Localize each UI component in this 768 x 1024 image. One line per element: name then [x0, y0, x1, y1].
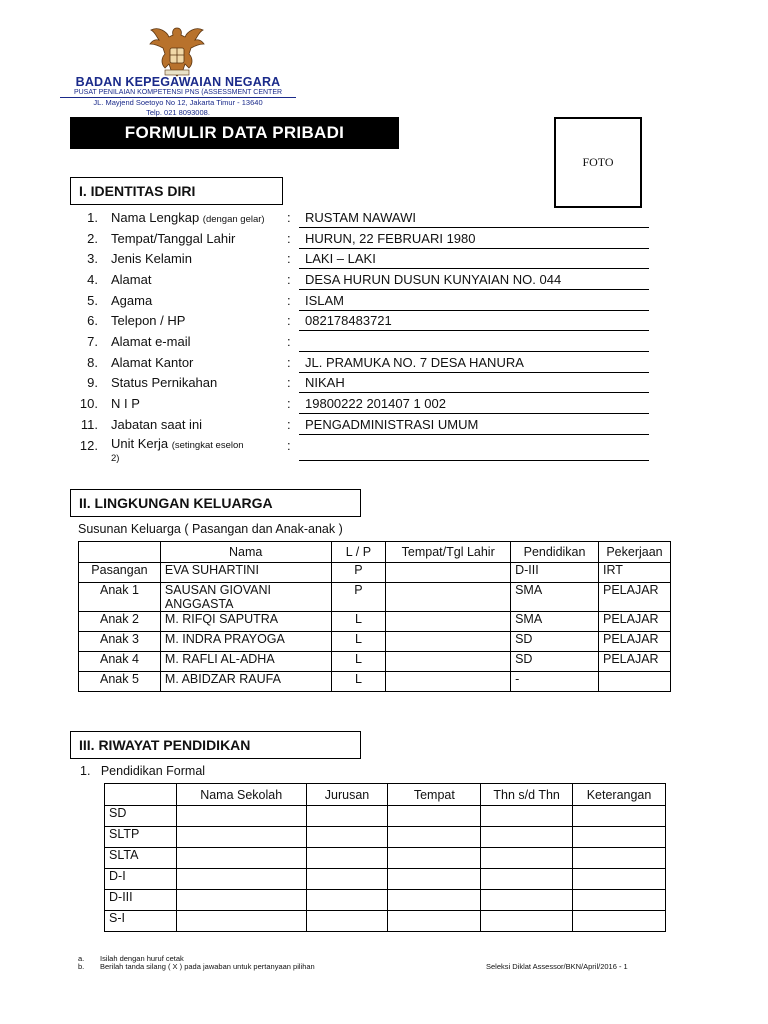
family-header-cell: Pendidikan	[511, 542, 599, 563]
family-row	[79, 583, 671, 612]
section-pendidikan-title: III. RIWAYAT PENDIDIKAN	[70, 731, 361, 759]
identity-row	[0, 231, 768, 251]
identity-colon: :	[287, 355, 291, 370]
education-cell[interactable]	[176, 848, 306, 869]
education-cell[interactable]	[481, 848, 573, 869]
identity-value-field[interactable]: 19800222 201407 1 002	[299, 396, 649, 414]
education-cell[interactable]	[388, 911, 481, 932]
education-cell[interactable]	[306, 848, 388, 869]
family-cell[interactable]: PELAJAR	[599, 583, 671, 612]
family-caption: Susunan Keluarga ( Pasangan dan Anak-anak )	[78, 522, 343, 536]
education-cell[interactable]	[388, 827, 481, 848]
identity-colon: :	[287, 272, 291, 287]
identity-row	[0, 293, 768, 313]
education-cell[interactable]	[388, 848, 481, 869]
identity-number: 1.	[87, 210, 98, 225]
identity-label: Unit Kerja	[111, 436, 169, 451]
org-subtitle: PUSAT PENILAIAN KOMPETENSI PNS (ASSESSMENT CENTER	[60, 89, 296, 98]
education-row	[105, 827, 666, 848]
photo-box[interactable]	[554, 117, 642, 208]
identity-colon: :	[287, 313, 291, 328]
family-cell[interactable]: IRT	[599, 563, 671, 583]
family-cell[interactable]: M. RIFQI SAPUTRA	[160, 612, 331, 632]
education-cell[interactable]	[306, 869, 388, 890]
family-row	[79, 612, 671, 632]
family-cell: Pasangan	[79, 563, 161, 583]
education-cell[interactable]	[176, 806, 306, 827]
family-cell[interactable]	[386, 672, 511, 692]
identity-label: Jenis Kelamin	[111, 251, 192, 266]
identity-row	[0, 272, 768, 292]
family-cell[interactable]: M. INDRA PRAYOGA	[160, 632, 331, 652]
identity-number: 2.	[87, 231, 98, 246]
family-header-cell: Tempat/Tgl Lahir	[386, 542, 511, 563]
footnote-a-mark: a.	[78, 954, 85, 963]
family-cell[interactable]: L	[331, 672, 386, 692]
education-header-cell: Keterangan	[573, 784, 666, 806]
family-cell[interactable]	[386, 563, 511, 583]
education-header-cell: Jurusan	[306, 784, 388, 806]
family-row	[79, 652, 671, 672]
family-cell[interactable]: L	[331, 652, 386, 672]
identity-value-field[interactable]: RUSTAM NAWAWI	[299, 210, 649, 228]
family-cell: Anak 5	[79, 672, 161, 692]
identity-number: 11.	[80, 417, 98, 432]
identity-label: Alamat e-mail	[111, 334, 191, 349]
identity-number: 7.	[87, 334, 98, 349]
form-title: FORMULIR DATA PRIBADI	[70, 117, 399, 149]
identity-colon: :	[287, 293, 291, 308]
identity-value-field[interactable]	[299, 443, 649, 461]
education-cell[interactable]	[388, 890, 481, 911]
family-cell[interactable]	[386, 632, 511, 652]
identity-value-field[interactable]: HURUN, 22 FEBRUARI 1980	[299, 231, 649, 249]
identity-value-field[interactable]: 082178483721	[299, 313, 649, 331]
identity-row	[0, 375, 768, 395]
identity-label: Nama Lengkap	[111, 210, 200, 225]
education-row	[105, 869, 666, 890]
identity-note: (setingkat eselon	[171, 440, 244, 451]
education-cell[interactable]	[306, 827, 388, 848]
garuda-emblem-icon	[147, 24, 207, 78]
footnote-b-mark: b.	[78, 962, 85, 971]
family-cell[interactable]: SMA	[511, 583, 599, 612]
identity-row	[0, 313, 768, 333]
identity-value-field[interactable]: PENGADMINISTRASI UMUM	[299, 417, 649, 435]
identity-number: 6.	[87, 313, 98, 328]
identity-colon: :	[287, 375, 291, 390]
identity-number: 3.	[87, 251, 98, 266]
family-cell[interactable]: EVA SUHARTINI	[160, 563, 331, 583]
family-cell[interactable]	[386, 652, 511, 672]
education-row	[105, 911, 666, 932]
family-cell[interactable]: D-III	[511, 563, 599, 583]
education-cell[interactable]	[306, 806, 388, 827]
family-cell[interactable]: SMA	[511, 612, 599, 632]
identity-label: Alamat	[111, 272, 152, 287]
education-cell[interactable]	[176, 827, 306, 848]
footnote-a: Isilah dengan huruf cetak	[100, 954, 184, 963]
education-cell: SD	[105, 806, 177, 827]
identity-value-field[interactable]: DESA HURUN DUSUN KUNYAIAN NO. 044	[299, 272, 649, 290]
identity-label: Jabatan saat ini	[111, 417, 203, 432]
education-caption: 1. Pendidikan Formal	[80, 764, 206, 778]
identity-colon: :	[287, 396, 291, 411]
education-row	[105, 806, 666, 827]
education-cell[interactable]	[573, 806, 666, 827]
footnote-b: Berilah tanda silang ( X ) pada jawaban untuk pertanyaan pilihan	[100, 962, 315, 971]
identity-label: Tempat/Tanggal Lahir	[111, 231, 236, 246]
section-identitas-title: I. IDENTITAS DIRI	[70, 177, 283, 205]
family-cell: Anak 1	[79, 583, 161, 612]
education-cell[interactable]	[573, 869, 666, 890]
education-cell[interactable]	[481, 827, 573, 848]
education-cell[interactable]	[306, 890, 388, 911]
education-cell[interactable]	[176, 869, 306, 890]
family-cell[interactable]: P	[331, 583, 386, 612]
family-cell: Anak 2	[79, 612, 161, 632]
education-cell[interactable]	[573, 911, 666, 932]
identity-label: Agama	[111, 293, 153, 308]
family-row	[79, 672, 671, 692]
org-name: BADAN KEPEGAWAIAN NEGARA	[75, 75, 281, 89]
education-cell[interactable]	[481, 806, 573, 827]
identity-number: 4.	[87, 272, 98, 287]
identity-label: Alamat Kantor	[111, 355, 194, 370]
identity-label: Status Pernikahan	[111, 375, 218, 390]
identity-note: (dengan gelar)	[202, 214, 265, 225]
education-cell[interactable]	[481, 911, 573, 932]
identity-row	[0, 355, 768, 375]
identity-row	[0, 436, 768, 464]
family-cell[interactable]: SD	[511, 652, 599, 672]
identity-row	[0, 417, 768, 437]
footer-form-code: Seleksi Diklat Assessor/BKN/April/2016 - 1	[486, 962, 628, 971]
family-cell[interactable]: SAUSAN GIOVANI ANGGASTA	[160, 583, 331, 612]
family-cell[interactable]: L	[331, 612, 386, 632]
identity-value-field[interactable]: NIKAH	[299, 375, 649, 393]
identity-row	[0, 396, 768, 416]
identity-number: 8.	[87, 355, 98, 370]
education-header-cell	[105, 784, 177, 806]
education-cell[interactable]	[573, 890, 666, 911]
family-cell[interactable]: M. RAFLI AL-ADHA	[160, 652, 331, 672]
family-cell[interactable]: PELAJAR	[599, 612, 671, 632]
section-keluarga-title: II. LINGKUNGAN KELUARGA	[70, 489, 361, 517]
family-cell[interactable]: P	[331, 563, 386, 583]
identity-colon: :	[287, 438, 291, 453]
education-cell[interactable]	[388, 806, 481, 827]
identity-row	[0, 251, 768, 271]
education-cell[interactable]	[481, 869, 573, 890]
education-row	[105, 890, 666, 911]
education-cell[interactable]	[176, 890, 306, 911]
identity-row	[0, 334, 768, 354]
family-row	[79, 563, 671, 583]
family-cell[interactable]: -	[511, 672, 599, 692]
identity-number: 5.	[87, 293, 98, 308]
family-cell[interactable]: L	[331, 632, 386, 652]
education-cell: D-III	[105, 890, 177, 911]
education-cell[interactable]	[388, 869, 481, 890]
family-cell[interactable]: PELAJAR	[599, 652, 671, 672]
education-cell: S-I	[105, 911, 177, 932]
family-cell[interactable]	[599, 672, 671, 692]
identity-colon: :	[287, 231, 291, 246]
family-cell[interactable]: SD	[511, 632, 599, 652]
identity-colon: :	[287, 334, 291, 349]
education-cell[interactable]	[573, 827, 666, 848]
family-header-cell: L / P	[331, 542, 386, 563]
family-row	[79, 632, 671, 652]
family-cell[interactable]: M. ABIDZAR RAUFA	[160, 672, 331, 692]
identity-row	[0, 210, 768, 230]
identity-number: 9.	[87, 375, 98, 390]
identity-label: Telepon / HP	[111, 313, 186, 328]
education-header-cell: Tempat	[388, 784, 481, 806]
identity-colon: :	[287, 210, 291, 225]
education-cell[interactable]	[481, 890, 573, 911]
family-header-cell: Pekerjaan	[599, 542, 671, 563]
photo-label: FOTO	[582, 155, 614, 169]
identity-label: N I P	[111, 396, 140, 411]
identity-number: 12.	[79, 438, 98, 453]
education-cell: D-I	[105, 869, 177, 890]
org-phone: Telp. 021 8093008.	[146, 108, 210, 117]
family-header-cell: Nama	[160, 542, 331, 563]
identity-number: 10.	[79, 396, 98, 411]
identity-note-2: 2)	[111, 453, 120, 464]
education-cell[interactable]	[573, 848, 666, 869]
family-cell[interactable]: PELAJAR	[599, 632, 671, 652]
education-header-cell: Nama Sekolah	[176, 784, 306, 806]
family-table	[78, 541, 671, 692]
identity-colon: :	[287, 417, 291, 432]
identity-value-field[interactable]: JL. PRAMUKA NO. 7 DESA HANURA	[299, 355, 649, 373]
identity-value-field[interactable]: LAKI – LAKI	[299, 251, 649, 269]
education-cell[interactable]	[306, 911, 388, 932]
education-row	[105, 848, 666, 869]
education-cell: SLTP	[105, 827, 177, 848]
org-address: JL. Mayjend Soetoyo No 12, Jakarta Timur - 13640	[93, 98, 263, 107]
identity-value-field[interactable]	[299, 334, 649, 352]
education-header-cell: Thn s/d Thn	[481, 784, 573, 806]
family-cell[interactable]	[386, 612, 511, 632]
family-header-cell	[79, 542, 161, 563]
education-cell[interactable]	[176, 911, 306, 932]
family-cell: Anak 3	[79, 632, 161, 652]
identity-colon: :	[287, 251, 291, 266]
family-cell[interactable]	[386, 583, 511, 612]
education-cell: SLTA	[105, 848, 177, 869]
education-table	[104, 783, 666, 932]
identity-value-field[interactable]: ISLAM	[299, 293, 649, 311]
family-cell: Anak 4	[79, 652, 161, 672]
